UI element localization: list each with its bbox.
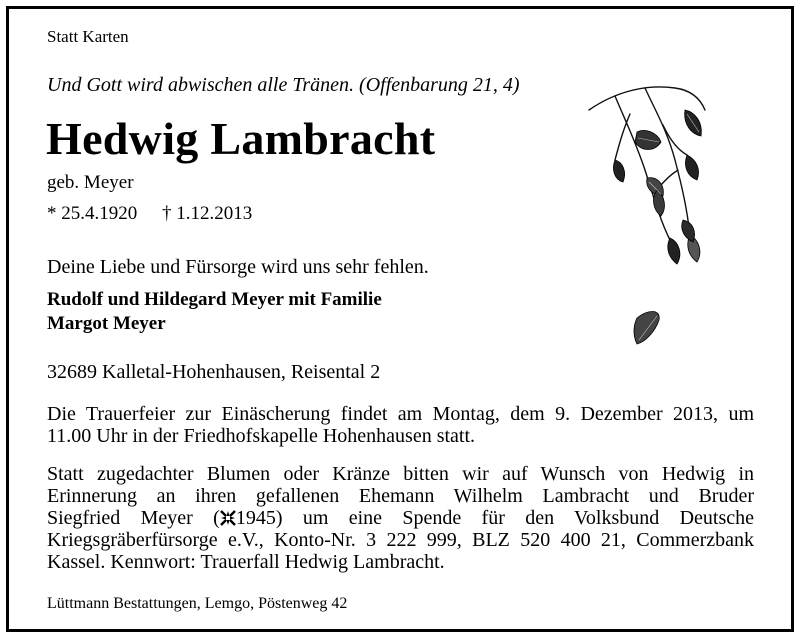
- donation-line-3a: Siegfried Meyer (: [47, 507, 220, 529]
- bible-verse: Und Gott wird abwischen alle Tränen. (Offenbarung 21, 4): [47, 74, 520, 96]
- farewell-message: Deine Liebe und Fürsorge wird uns sehr fehlen.: [47, 256, 429, 278]
- donation-line-1: Statt zugedachter Blumen oder Kränze bitten wir auf Wunsch von Hedwig in: [47, 463, 754, 485]
- statt-karten-label: Statt Karten: [47, 27, 129, 46]
- ceremony-line-2: 11.00 Uhr in der Friedhofskapelle Hohenhausen statt.: [47, 425, 476, 447]
- deceased-name: Hedwig Lambracht: [46, 113, 436, 164]
- donation-line-3: [47, 507, 754, 529]
- iron-cross-icon: [220, 510, 236, 526]
- donation-line-5: Kassel. Kennwort: Trauerfall Hedwig Lambracht.: [47, 551, 445, 573]
- donation-line-4: Kriegsgräberfürsorge e.V., Konto-Nr. 3 222 999, BLZ 520 400 21, Commerzbank: [47, 529, 754, 551]
- birth-date: * 25.4.1920: [47, 203, 138, 224]
- donation-line-3b: 1945) um eine Spende für den Volksbund Deutsche: [235, 507, 754, 529]
- donation-paragraph: [47, 463, 754, 573]
- ceremony-line-1: Die Trauerfeier zur Einäscherung findet am Montag, dem 9. Dezember 2013, um: [47, 403, 754, 425]
- donation-line-2: Erinnerung an ihren gefallenen Ehemann Wilhelm Lambracht und Bruder: [47, 485, 754, 507]
- maiden-name: geb. Meyer: [47, 172, 134, 193]
- birch-branch-icon: [575, 70, 725, 370]
- mourner-line-1: Rudolf und Hildegard Meyer mit Familie: [47, 289, 382, 310]
- funeral-home: Lüttmann Bestattungen, Lemgo, Pöstenweg 42: [47, 595, 348, 612]
- ceremony-paragraph: [47, 403, 754, 447]
- address: 32689 Kalletal-Hohenhausen, Reisental 2: [47, 361, 381, 383]
- mourner-line-2: Margot Meyer: [47, 313, 166, 334]
- death-date: † 1.12.2013: [162, 203, 253, 224]
